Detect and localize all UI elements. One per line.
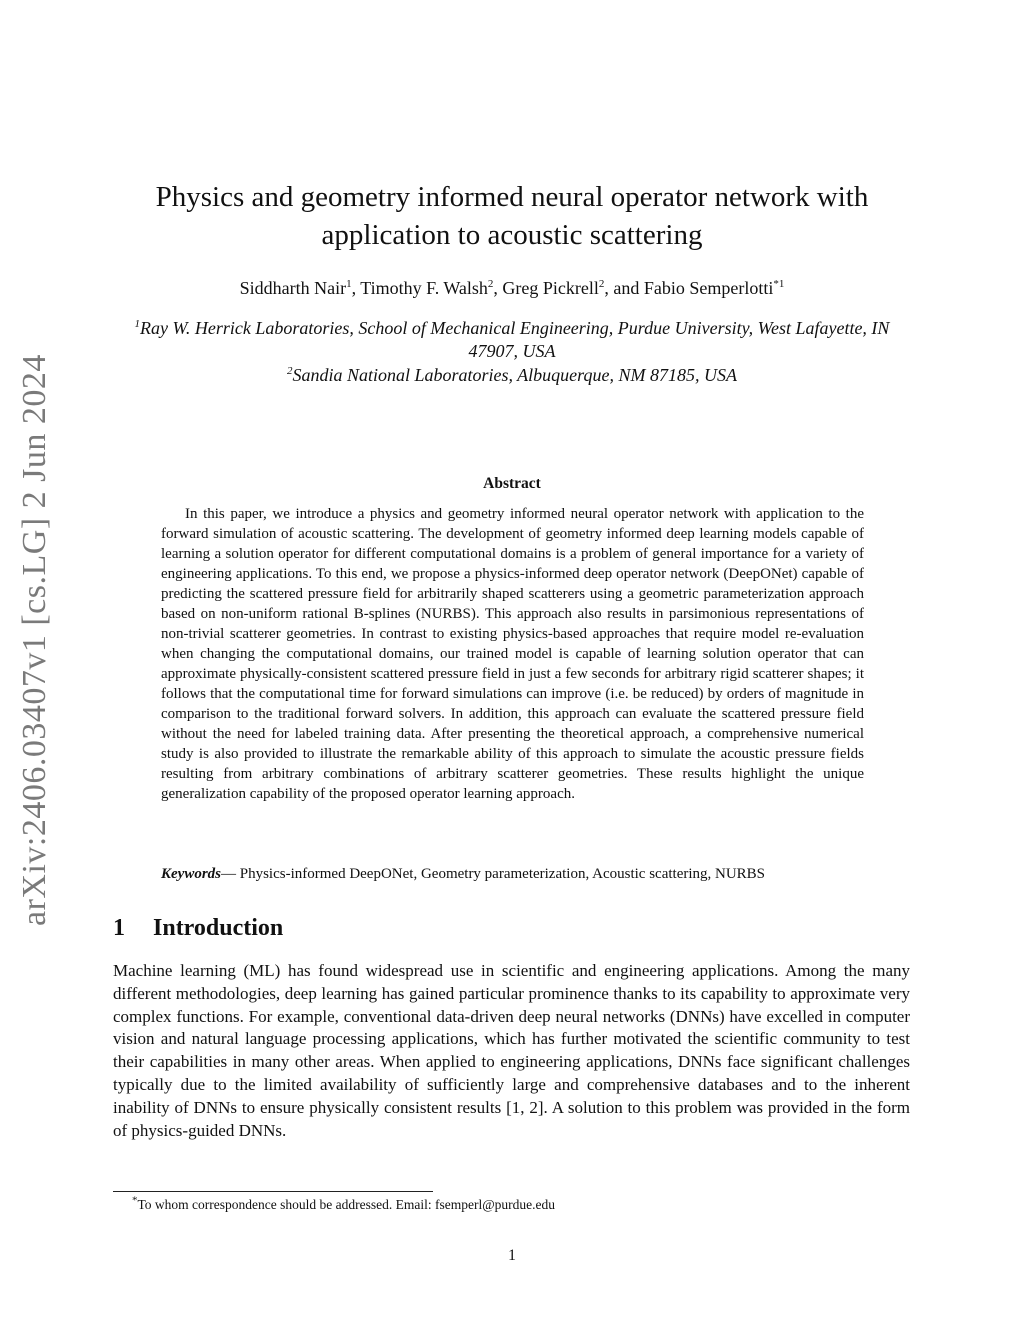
section-heading (113, 912, 283, 944)
author-name: Greg Pickrell (502, 278, 599, 298)
keywords-text: Physics-informed DeepONet, Geometry parameterization, Acoustic scattering, NURBS (239, 866, 766, 882)
author-list: Siddharth Nair$^1$, Timothy F. Walsh$^2$, Greg Pickrell$^2$, and Fabio Semperlotti$^{*1}$ (239, 278, 785, 298)
keywords-separator: — (221, 866, 240, 882)
keywords-label: Keywords (161, 866, 221, 882)
footnote-divider (113, 1191, 433, 1192)
footnote-mark: * (132, 1194, 138, 1207)
affiliation-mark: 2 (286, 365, 293, 377)
author-affiliation-mark: 1 (346, 278, 352, 290)
introduction-paragraph: Machine learning (ML) has found widespread use in scientific and engineering applications. Among the many different methodologies, deep learning has gained particular prominence thanks to its capability to approximate very complex functions. For example, conventional data-driven deep neural networks (DNNs) have excelled in computer vision and natural language processing applications, which has further motivated the scientific community to test their capabilities in many other areas. When applied to engineering applications, DNNs face significant challenges typically due to the limited availability of sufficiently large and comprehensive databases and to the inherent inability of DNNs to ensure physically consistent results [1, 2]. A solution to this problem was provided in the form of physics-guided DNNs. (113, 961, 910, 1140)
author-affiliation-mark: *1 (773, 278, 785, 290)
affiliation-text: Sandia National Laboratories, Albuquerque, NM 87185, USA (292, 365, 737, 385)
abstract-body: In this paper, we introduce a physics and geometry informed neural operator network with application to the forward simulation of acoustic scattering. The development of geometry informed deep learning models capable of learning a solution operator for different computational domains is a problem of general importance for a variety of engineering applications. To this end, we propose a physics-informed deep operator network (DeepONet) capable of predicting the scattered pressure field for arbitrarily shaped scatterers using a geometric parameterization approach based on non-uniform rational B-splines (NURBS). This approach also results in parsimonious representations of non-trivial scatterer geometries. In contrast to existing physics-based approaches that require model re-evaluation when changing the computational domains, our trained model is capable of learning solution operator that can approximate physically-consistent scattered pressure field in just a few seconds for arbitrary rigid scatterer shapes; it follows that the computational time for forward simulations can improve (i.e. be reduced) by orders of magnitude in comparison to the traditional forward solvers. In addition, this approach can evaluate the scattered pressure field without the need for labeled training data. After presenting the theoretical approach, a comprehensive numerical study is also provided to illustrate the remarkable ability of this approach to simulate the acoustic pressure fields resulting from arbitrary combinations of arbitrary scatterer geometries. These results highlight the unique generalization capability of the proposed operator learning approach. (161, 506, 864, 802)
arxiv-identifier-stamp: arXiv:2406.03407v1 [cs.LG] 2 Jun 2024 (16, 354, 53, 926)
author-name: Fabio Semperlotti (643, 278, 774, 298)
affiliation-mark: 1 (134, 318, 141, 330)
keywords-line (161, 864, 891, 884)
author-name: Siddharth Nair (239, 278, 347, 298)
affiliation (112, 317, 912, 363)
footnote (132, 1196, 892, 1214)
affiliation (112, 364, 912, 387)
section-title: Introduction (153, 915, 284, 941)
author-affiliation-mark: 2 (487, 278, 494, 290)
section-number: 1 (113, 915, 125, 941)
abstract-heading: Abstract (483, 475, 541, 492)
author-name: Timothy F. Walsh (360, 278, 488, 298)
affiliation-text: Ray W. Herrick Laboratories, School of Mechanical Engineering, Purdue University, West Lafayette, IN 47907, USA (140, 318, 890, 361)
author-affiliation-mark: 2 (598, 278, 605, 290)
page-number: 1 (508, 1247, 516, 1264)
footnote-text: To whom correspondence should be addressed. Email: fsemperl@purdue.edu (137, 1197, 555, 1212)
paper-title: Physics and geometry informed neural operator network with application to acoustic scattering (155, 181, 869, 251)
